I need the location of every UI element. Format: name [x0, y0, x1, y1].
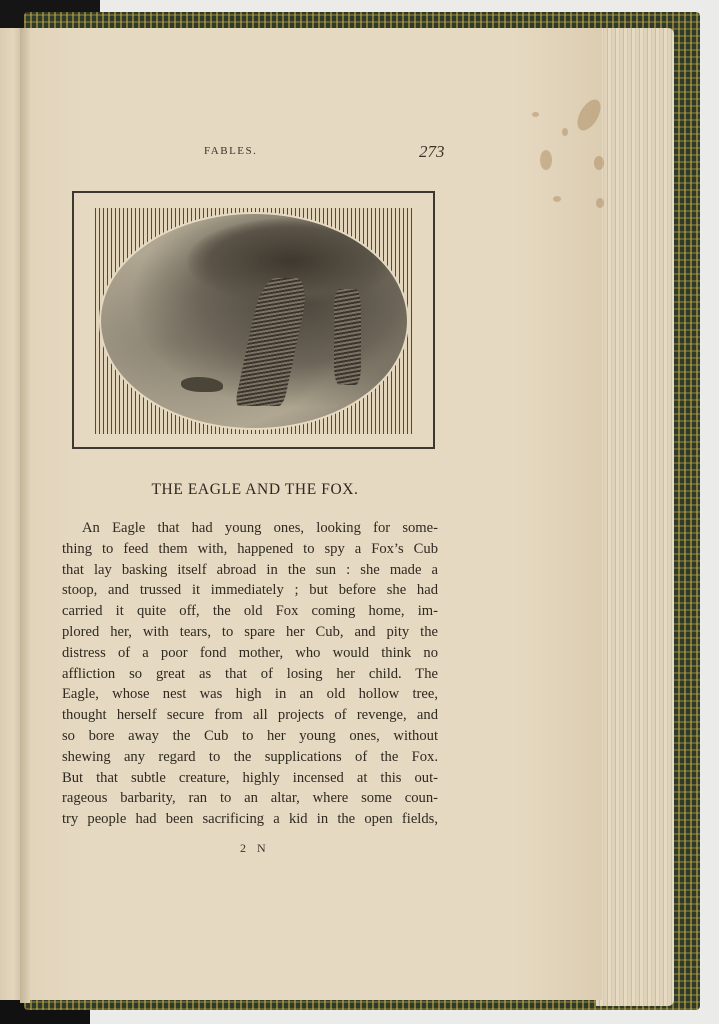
text-line: An Eagle that had young ones, looking for some-	[82, 520, 438, 536]
fox-figure	[181, 377, 224, 392]
text-line: so bore away the Cub to her young ones, without	[62, 727, 438, 744]
illustration-hatched-field	[95, 208, 413, 434]
foxing-stain	[553, 196, 561, 202]
woodcut-illustration	[72, 191, 435, 449]
foxing-stain	[573, 96, 606, 134]
text-line: distress of a poor fond mother, who would think no	[62, 644, 438, 661]
text-line: affliction so great as that of losing her child. The	[62, 665, 438, 682]
tree-trunk	[334, 289, 362, 385]
text-line: stoop, and trussed it immediately ; but before she had	[62, 582, 438, 599]
foxing-stain	[540, 150, 552, 170]
illustration-oval-vignette	[99, 212, 409, 430]
text-line: thought herself secure from all projects of revenge, and	[62, 707, 438, 724]
text-line: shewing any regard to the supplications of the Fox.	[62, 748, 438, 765]
foxing-stain	[594, 156, 604, 170]
foxing-stain	[596, 198, 604, 208]
text-line: Eagle, whose nest was high in an old hollow tree,	[62, 686, 438, 703]
text-line: carried it quite off, the old Fox coming home, im-	[62, 603, 438, 620]
text-line: rageous barbarity, ran to an altar, where some coun-	[62, 790, 438, 807]
text-line: thing to feed them with, happened to spy a Fox’s Cub	[62, 540, 438, 557]
foxing-stain	[532, 112, 539, 117]
text-line: But that subtle creature, highly incensed at this out-	[62, 769, 438, 786]
text-line: plored her, with tears, to spare her Cub, and pity the	[62, 623, 438, 640]
signature-mark: 2 N	[240, 841, 270, 855]
fable-body	[62, 518, 438, 830]
running-head: FABLES.	[204, 145, 258, 157]
fable-title: THE EAGLE AND THE FOX.	[151, 481, 359, 498]
text-line: that lay basking itself abroad in the sun : she made a	[62, 561, 438, 578]
foxing-stain	[562, 128, 568, 136]
page-number: 273	[419, 142, 445, 161]
binding-gutter	[20, 28, 30, 1003]
text-line: try people had been sacrificing a kid in the open fields,	[62, 811, 438, 828]
page-edges	[596, 28, 674, 1006]
book-page	[28, 28, 602, 1000]
